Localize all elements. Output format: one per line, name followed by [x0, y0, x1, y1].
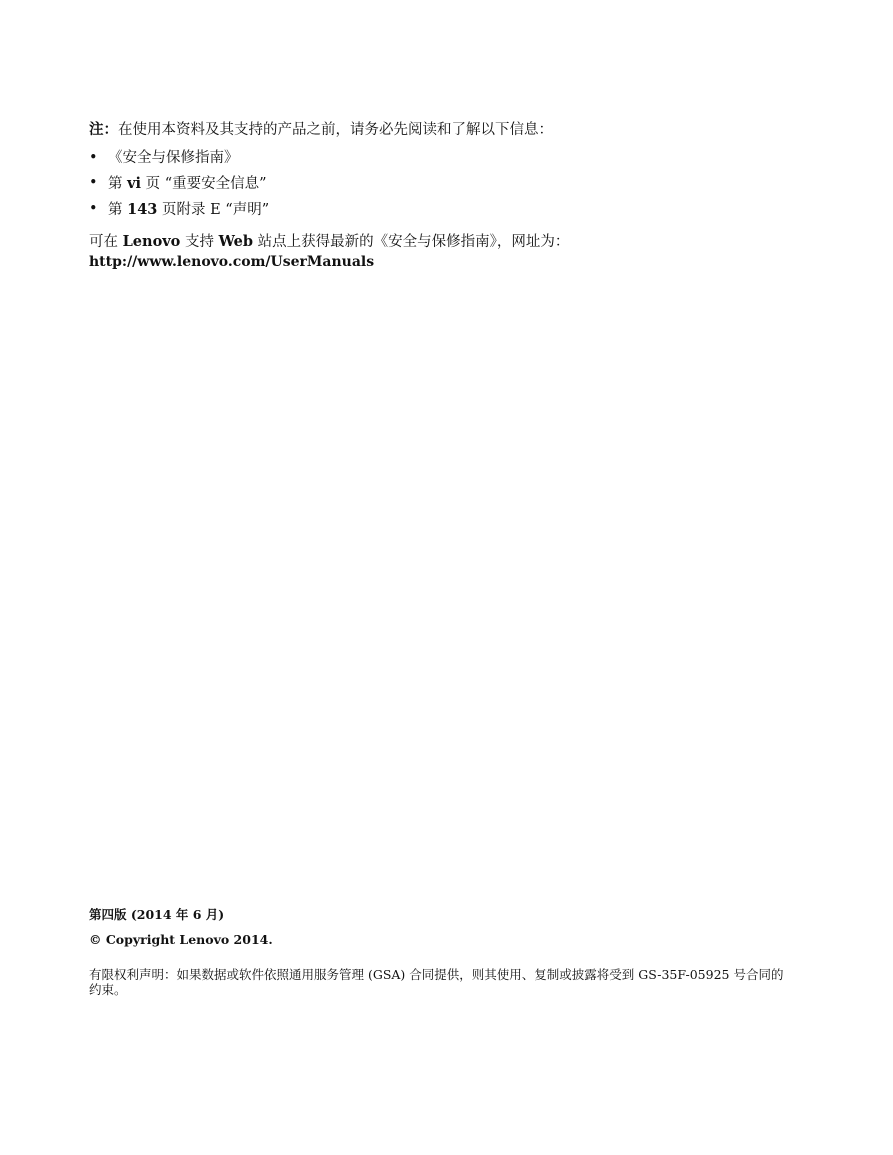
notice-section [89, 120, 809, 272]
notice-text: 在使用本资料及其支持的产品之前，请务必先阅读和了解以下信息： [118, 122, 553, 138]
brand-name: Lenovo [122, 233, 181, 250]
user-manuals-url-link[interactable]: http://www.lenovo.com/UserManuals [89, 254, 375, 270]
web-word: Web [218, 233, 254, 250]
notice-list [89, 146, 809, 223]
web-text: 可在 [89, 234, 123, 250]
edition-section [89, 906, 809, 997]
list-item-text: 页附录 E “声明” [157, 202, 270, 218]
edition-label: 第四版 (2014 年 6 月) [89, 907, 225, 922]
web-text: 支持 [180, 234, 219, 250]
list-item [89, 146, 809, 171]
page-number[interactable]: vi [127, 175, 142, 192]
bullet-icon: • [89, 175, 98, 191]
list-item-text: 页 “重要安全信息” [141, 176, 267, 192]
restricted-rights-notice: 有限权利声明：如果数据或软件依照通用服务管理 (GSA) 合同提供，则其使用、复制或披露将受到 GS-35F-05925 号合同的约束。 [89, 967, 784, 997]
page-number[interactable]: 143 [127, 201, 158, 218]
list-item-text: 《安全与保修指南》 [108, 150, 239, 166]
web-text: 站点上获得最新的《安全与保修指南》，网址为： [253, 234, 570, 250]
web-support-paragraph [89, 232, 809, 272]
list-item-text: 第 [108, 202, 128, 218]
list-item [89, 197, 809, 223]
bullet-icon: • [89, 201, 98, 217]
notice-prefix: 注： [89, 121, 118, 138]
list-item-text: 第 [108, 176, 128, 192]
notice-intro [89, 120, 809, 140]
list-item [89, 171, 809, 197]
copyright-notice: © Copyright Lenovo 2014. [89, 932, 273, 947]
bullet-icon: • [89, 150, 98, 166]
